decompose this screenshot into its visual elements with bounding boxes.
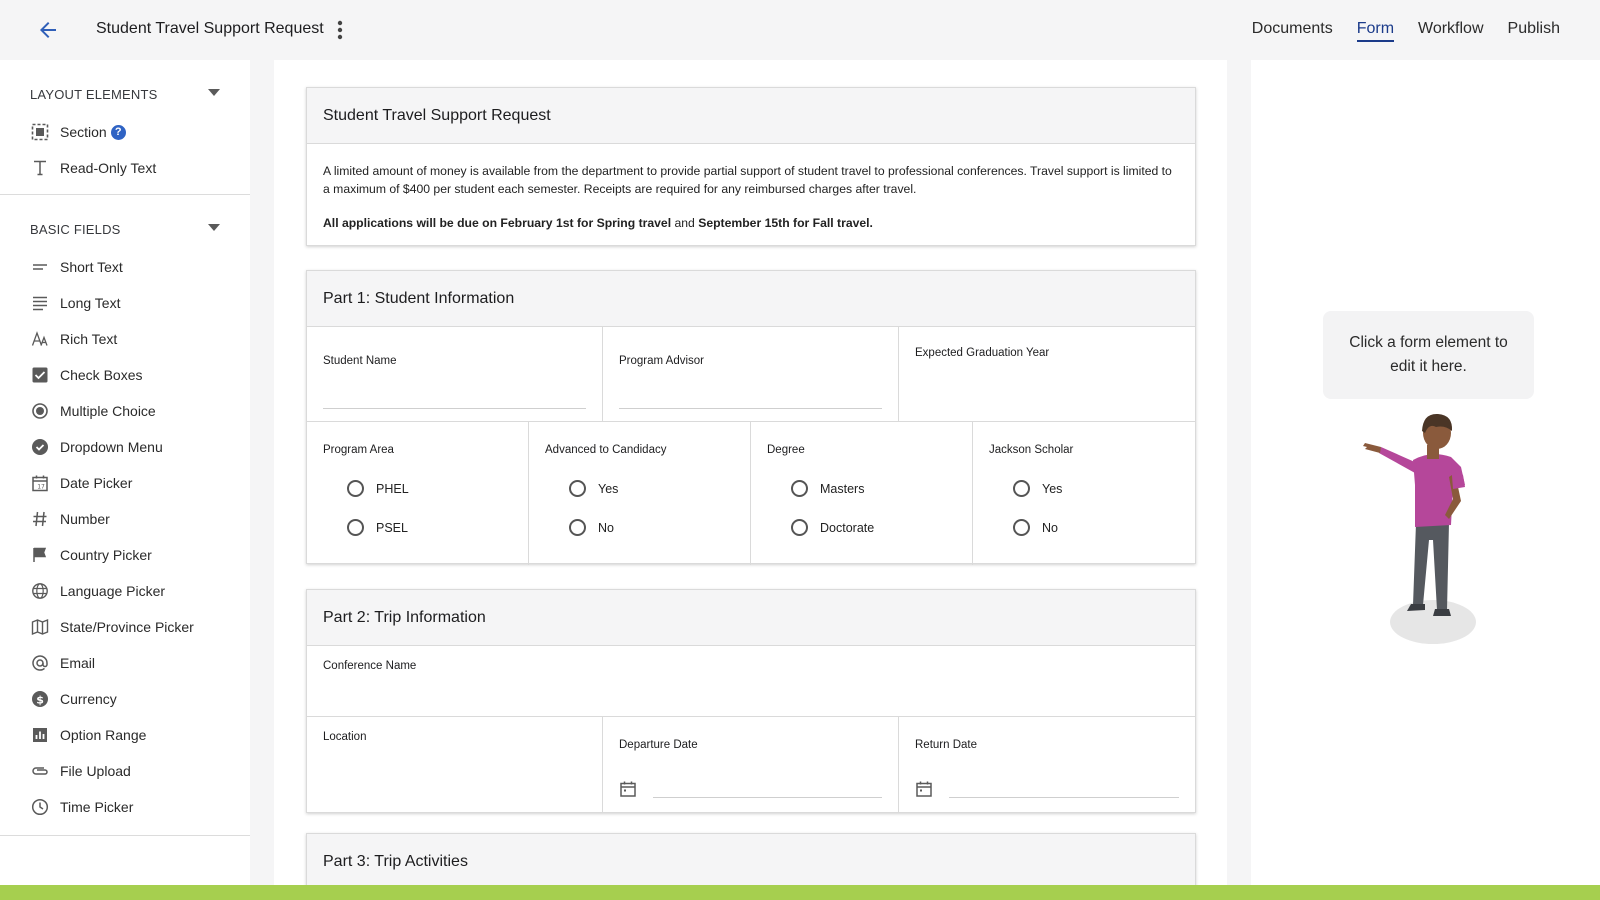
part2-section[interactable] bbox=[306, 589, 1196, 813]
nav-form[interactable]: Form bbox=[1357, 0, 1394, 60]
degree-field[interactable] bbox=[751, 422, 973, 565]
radio-option[interactable] bbox=[347, 519, 512, 536]
radio-option[interactable] bbox=[791, 519, 956, 536]
sidebar-item-number[interactable] bbox=[0, 501, 250, 537]
attachment-icon bbox=[30, 761, 50, 781]
sidebar-item-label: Date Picker bbox=[60, 475, 133, 491]
sidebar-item-label: Dropdown Menu bbox=[60, 439, 163, 455]
jackson-scholar-field[interactable] bbox=[973, 422, 1195, 565]
sidebar-item-dropdown-menu[interactable] bbox=[0, 429, 250, 465]
sidebar-item-email[interactable] bbox=[0, 645, 250, 681]
due-dates-text bbox=[323, 214, 1179, 232]
nav-workflow[interactable]: Workflow bbox=[1418, 20, 1484, 37]
nav-publish[interactable]: Publish bbox=[1507, 20, 1560, 37]
field-label: Degree bbox=[767, 444, 805, 456]
field-label: Expected Graduation Year bbox=[915, 347, 1050, 359]
field-label: Program Area bbox=[323, 444, 394, 456]
properties-panel bbox=[1251, 60, 1600, 885]
option-label: No bbox=[598, 520, 614, 535]
field-label: Conference Name bbox=[323, 660, 417, 672]
svg-text:$: $ bbox=[36, 693, 44, 707]
text-icon bbox=[30, 158, 50, 178]
option-label: Masters bbox=[820, 481, 865, 496]
sidebar-item-currency[interactable] bbox=[0, 681, 250, 717]
radio-button[interactable] bbox=[347, 480, 364, 497]
radio-button[interactable] bbox=[569, 519, 586, 536]
section-title: Part 3: Trip Activities bbox=[307, 834, 1195, 885]
sidebar-item-language-picker[interactable] bbox=[0, 573, 250, 609]
due-spring: All applications will be due on February 1st for Spring travel bbox=[323, 216, 672, 230]
sidebar-item-label: Multiple Choice bbox=[60, 403, 156, 419]
sidebar-item-section[interactable] bbox=[0, 114, 250, 150]
section-title: Student Travel Support Request bbox=[307, 88, 1195, 144]
field-label: Return Date bbox=[915, 739, 978, 751]
candidacy-field[interactable] bbox=[529, 422, 751, 565]
group-title: LAYOUT ELEMENTS bbox=[30, 86, 158, 102]
group-title: BASIC FIELDS bbox=[30, 221, 121, 237]
calendar-icon bbox=[30, 473, 50, 493]
radio-option[interactable] bbox=[347, 480, 512, 497]
hash-icon bbox=[30, 509, 50, 529]
top-nav bbox=[1228, 0, 1560, 60]
top-bar bbox=[0, 0, 1600, 60]
sidebar-item-short-text[interactable] bbox=[0, 249, 250, 285]
sidebar-item-label: State/Province Picker bbox=[60, 619, 194, 635]
sidebar-item-label: Option Range bbox=[60, 727, 147, 743]
basic-fields-group bbox=[0, 219, 250, 836]
sidebar-item-label: Section bbox=[60, 124, 107, 140]
sidebar-item-label: Country Picker bbox=[60, 547, 152, 563]
due-fall: September 15th for Fall travel. bbox=[698, 216, 873, 230]
radio-option[interactable] bbox=[1013, 519, 1179, 536]
flag-icon bbox=[30, 545, 50, 565]
sidebar-item-multiple-choice[interactable] bbox=[0, 393, 250, 429]
sidebar-item-long-text[interactable] bbox=[0, 285, 250, 321]
radio-button[interactable] bbox=[569, 480, 586, 497]
dropdown-icon bbox=[30, 437, 50, 457]
radio-option[interactable] bbox=[1013, 480, 1179, 497]
radio-button[interactable] bbox=[791, 519, 808, 536]
field-label: Location bbox=[323, 731, 367, 743]
option-label: PHEL bbox=[376, 481, 409, 496]
option-label: Doctorate bbox=[820, 520, 875, 535]
departure-date-field[interactable] bbox=[603, 717, 899, 812]
collapse-caret-icon[interactable] bbox=[208, 89, 220, 96]
sidebar-item-label: Short Text bbox=[60, 259, 123, 275]
sidebar-item-country-picker[interactable] bbox=[0, 537, 250, 573]
intro-text bbox=[307, 144, 1195, 248]
field-label: Advanced to Candidacy bbox=[545, 444, 667, 456]
sidebar-item-label: Check Boxes bbox=[60, 367, 143, 383]
sidebar-item-date-picker[interactable] bbox=[0, 465, 250, 501]
sidebar-item-option-range[interactable] bbox=[0, 717, 250, 753]
long-text-icon bbox=[30, 293, 50, 313]
radio-icon bbox=[30, 401, 50, 421]
part1-section[interactable] bbox=[306, 270, 1196, 564]
short-text-icon bbox=[30, 257, 50, 277]
dollar-icon bbox=[30, 689, 50, 709]
sidebar-item-file-upload[interactable] bbox=[0, 753, 250, 789]
collapse-caret-icon[interactable] bbox=[208, 224, 220, 231]
nav-documents[interactable]: Documents bbox=[1251, 20, 1333, 37]
at-icon bbox=[30, 653, 50, 673]
document-title: Student Travel Support Request bbox=[96, 20, 324, 37]
field-label: Jackson Scholar bbox=[989, 444, 1074, 456]
radio-button[interactable] bbox=[1013, 480, 1030, 497]
pointing-person-illustration bbox=[1341, 405, 1511, 645]
part1-row-2 bbox=[307, 422, 1195, 565]
text-input-line[interactable] bbox=[323, 408, 586, 409]
part3-section[interactable] bbox=[306, 833, 1196, 885]
edit-hint: Click a form element to edit it here. bbox=[1323, 311, 1534, 399]
part2-row-2 bbox=[307, 717, 1195, 812]
sidebar-item-label: Time Picker bbox=[60, 799, 134, 815]
element-palette-sidebar bbox=[0, 60, 250, 885]
return-date-field[interactable] bbox=[899, 717, 1195, 812]
sidebar-item-label: Number bbox=[60, 511, 110, 527]
program-advisor-field[interactable] bbox=[603, 327, 899, 421]
part1-row-1 bbox=[307, 327, 1195, 422]
sidebar-item-label: Email bbox=[60, 655, 96, 671]
program-area-field[interactable] bbox=[307, 422, 529, 565]
sidebar-item-label: Language Picker bbox=[60, 583, 166, 599]
sidebar-item-label: Long Text bbox=[60, 295, 121, 311]
radio-option[interactable] bbox=[569, 519, 734, 536]
text-input-line[interactable] bbox=[619, 408, 882, 409]
intro-paragraph: A limited amount of money is available from the department to provide partial support of student travel to professional conferences. Travel support is limited to a maximum of $400 per student each semester. Receipts are required for any reimbursed charges after travel. bbox=[323, 164, 1172, 196]
globe-icon bbox=[30, 581, 50, 601]
option-label: No bbox=[1042, 520, 1058, 535]
rich-text-icon bbox=[30, 329, 50, 349]
date-input-line[interactable] bbox=[949, 782, 1179, 798]
radio-button[interactable] bbox=[347, 519, 364, 536]
radio-option[interactable] bbox=[791, 480, 956, 497]
grad-year-field[interactable] bbox=[899, 327, 1195, 421]
checkbox-icon bbox=[30, 365, 50, 385]
option-label: PSEL bbox=[376, 520, 408, 535]
basic-fields-header bbox=[30, 219, 250, 239]
more-vert-icon[interactable] bbox=[337, 20, 343, 40]
location-field[interactable] bbox=[307, 717, 603, 812]
student-name-field[interactable] bbox=[307, 327, 603, 421]
field-label: Program Advisor bbox=[619, 355, 705, 367]
calendar-icon[interactable] bbox=[619, 780, 637, 798]
due-connector: and bbox=[671, 216, 699, 230]
date-input[interactable] bbox=[619, 780, 882, 798]
intro-section[interactable] bbox=[306, 87, 1196, 246]
option-label: Yes bbox=[598, 481, 619, 496]
layout-elements-group bbox=[0, 84, 250, 195]
conference-name-field[interactable] bbox=[307, 646, 1195, 716]
bottom-accent-bar bbox=[0, 885, 1600, 900]
section-title: Part 2: Trip Information bbox=[307, 590, 1195, 646]
option-label: Yes bbox=[1042, 481, 1063, 496]
help-icon[interactable]: ? bbox=[111, 125, 126, 140]
date-input-line[interactable] bbox=[653, 782, 882, 798]
sidebar-item-label: Read-Only Text bbox=[60, 160, 157, 176]
section-icon bbox=[30, 122, 50, 142]
sidebar-item-rich-text[interactable] bbox=[0, 321, 250, 357]
part2-row-1 bbox=[307, 646, 1195, 717]
field-label: Student Name bbox=[323, 355, 397, 367]
section-title: Part 1: Student Information bbox=[307, 271, 1195, 327]
radio-button[interactable] bbox=[1013, 519, 1030, 536]
svg-text:17: 17 bbox=[37, 483, 45, 491]
map-icon bbox=[30, 617, 50, 637]
sidebar-item-time-picker[interactable] bbox=[0, 789, 250, 825]
date-input[interactable] bbox=[915, 780, 1179, 798]
field-label: Departure Date bbox=[619, 739, 698, 751]
back-arrow-icon[interactable] bbox=[36, 18, 60, 42]
sidebar-item-read-only-text[interactable] bbox=[0, 150, 250, 186]
radio-option[interactable] bbox=[569, 480, 734, 497]
sidebar-item-label: File Upload bbox=[60, 763, 131, 779]
calendar-icon[interactable] bbox=[915, 780, 933, 798]
sidebar-item-state-province-picker[interactable] bbox=[0, 609, 250, 645]
clock-icon bbox=[30, 797, 50, 817]
layout-elements-header bbox=[30, 84, 250, 104]
radio-button[interactable] bbox=[791, 480, 808, 497]
form-canvas bbox=[274, 60, 1227, 885]
sidebar-item-check-boxes[interactable] bbox=[0, 357, 250, 393]
sidebar-item-label: Rich Text bbox=[60, 331, 118, 347]
sidebar-item-label: Currency bbox=[60, 691, 117, 707]
bar-chart-icon bbox=[30, 725, 50, 745]
